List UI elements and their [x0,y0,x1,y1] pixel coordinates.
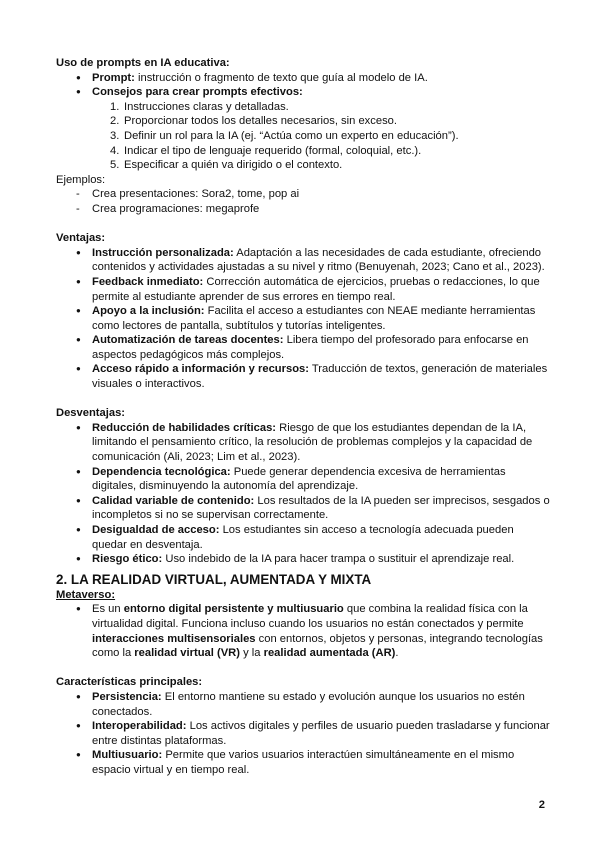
list-item [76,690,551,719]
item-term: Prompt: [92,71,135,84]
item-text: Puede generar dependencia excesiva de herramientas digitales, disminuyendo la autonomía del aprendizaje. [92,465,506,493]
item-text: instrucción o fragmento de texto que guía al modelo de IA. [134,71,428,84]
item-text: Los resultados de la IA pueden ser imprecisos, sesgados o incompletos si no se supervisan correctamente. [92,494,550,522]
item-term: Consejos para crear prompts efectivos: [92,86,303,99]
list-item [76,523,551,552]
list-item [76,333,551,362]
document-page [56,56,551,778]
item-text: Permite que varios usuarios interactúen simultáneamente en el mismo espacio virtual y en tiempo real. [92,749,515,776]
item-text: Los estudiantes sin acceso a tecnología adecuada pueden quedar en desventaja. [92,524,514,551]
item-term: Persistencia: [92,690,162,703]
item-number: 5. [110,159,120,172]
list-item: - Crea programaciones: megaprofe [76,202,551,217]
list-item: - Crea presentaciones: Sora2, tome, pop ai [76,187,551,202]
list-item [76,421,551,465]
list-item [76,748,551,777]
item-term: Desigualdad de acceso: [92,524,220,536]
metaverso-heading: Metaverso: [56,588,116,601]
list-item [76,465,551,494]
item-term: Dependencia tecnológica: [92,465,231,478]
list-item [110,144,551,159]
item-term: Acceso rápido a información y recursos: [92,363,309,376]
item-text: Definir un rol para la IA (ej. “Actúa como un experto en educación”). [124,129,459,142]
list-item [76,362,551,391]
item-text: Traducción de textos, generación de materiales visuales o interactivos. [92,363,548,391]
item-text: Adaptación a las necesidades de cada estudiante, ofreciendo contenidos y actividades ajustadas a su nivel y ritmo (Benuyenah, 2023; Cano et al., 2023). [92,246,545,274]
list-item [76,494,551,523]
list-item [76,719,551,748]
item-number: 1. [110,100,120,113]
item-term: Automatización de tareas docentes: [92,334,284,347]
list-item [76,71,551,86]
prompts-list [56,71,551,100]
item-text: Instrucciones claras y detalladas. [124,100,289,113]
item-term: entorno digital persistente y multiusuario [123,603,344,616]
item-term: interacciones multisensoriales [92,632,256,645]
item-term: realidad aumentada (AR) [263,647,396,660]
list-item [76,275,551,304]
item-term: Feedback inmediato: [92,275,204,288]
item-text: Facilita el acceso a estudiantes con NEAE mediante herramientas como lectores de pantalla, subtítulos y tutorías inteligentes. [92,305,536,332]
item-text: Libera tiempo del profesorado para enfocarse en aspectos pedagógicos más complejos. [92,334,529,361]
list-item [76,246,551,275]
list-item [76,304,551,333]
item-term: realidad virtual (VR) [134,647,240,660]
item-text: . [395,647,399,660]
list-item [76,552,551,567]
desventajas-heading: Desventajas: [56,407,126,420]
caracteristicas-list [56,690,551,778]
item-number: 3. [110,129,120,142]
ventajas-heading: Ventajas: [56,232,106,245]
item-text: Los activos digitales y perfiles de usuario pueden trasladarse y funcionar entre distintas plataformas. [92,720,550,747]
item-text: con entornos, objetos y personas, integrando tecnologías como la [92,632,543,660]
caracteristicas-heading: Características principales: [56,676,203,689]
page-number: 2 [538,799,545,811]
item-text: que combina la realidad física con la virtualidad digital. Funciona incluso cuando los usuarios no están conectados y permite [92,603,528,630]
item-term: Calidad variable de contenido: [92,494,255,507]
item-term: Interoperabilidad: [92,720,187,733]
desventajas-list [56,421,551,567]
tips-list [56,100,551,173]
list-item [110,158,551,173]
item-text: Especificar a quién va dirigido o el contexto. [124,159,343,172]
list-item [110,114,551,129]
item-term: Reducción de habilidades críticas: [92,421,277,434]
item-text: Es un [92,603,124,616]
section-title: 2. LA REALIDAD VIRTUAL, AUMENTADA Y MIXTA [56,571,372,587]
item-term: Multiusuario: [92,749,163,762]
examples-list [56,187,551,216]
item-text: Uso indebido de la IA para hacer trampa o sustituir el aprendizaje real. [162,553,515,566]
item-term: Riesgo ético: [92,553,163,566]
item-term: Apoyo a la inclusión: [92,305,205,318]
item-text: Proporcionar todos los detalles necesarios, sin exceso. [124,115,397,128]
item-number: 4. [110,144,120,157]
item-text: y la [239,647,264,660]
list-item [110,100,551,115]
list-item [76,602,551,660]
item-text: El entorno mantiene su estado y evolución aunque los usuarios no estén conectados. [92,690,525,718]
item-text: Riesgo de que los estudiantes dependan de la IA, limitando el pensamiento crítico, la resolución de problemas complejos y la capacidad de comunicación (Ali, 2023; Lim et al., 2023). [92,421,533,464]
item-text: Indicar el tipo de lenguaje requerido (formal, coloquial, etc.). [124,144,422,157]
examples-label: Ejemplos: [56,173,106,186]
metaverso-list [56,602,551,660]
ventajas-list [56,246,551,392]
item-number: 2. [110,115,120,128]
item-term: Instrucción personalizada: [92,246,234,259]
list-item [76,85,551,100]
item-text: Corrección automática de ejercicios, pruebas o redacciones, lo que permite al estudiante aprender de sus errores en tiempo real. [92,275,540,303]
prompts-heading: Uso de prompts en IA educativa: [56,57,230,69]
list-item [110,129,551,144]
